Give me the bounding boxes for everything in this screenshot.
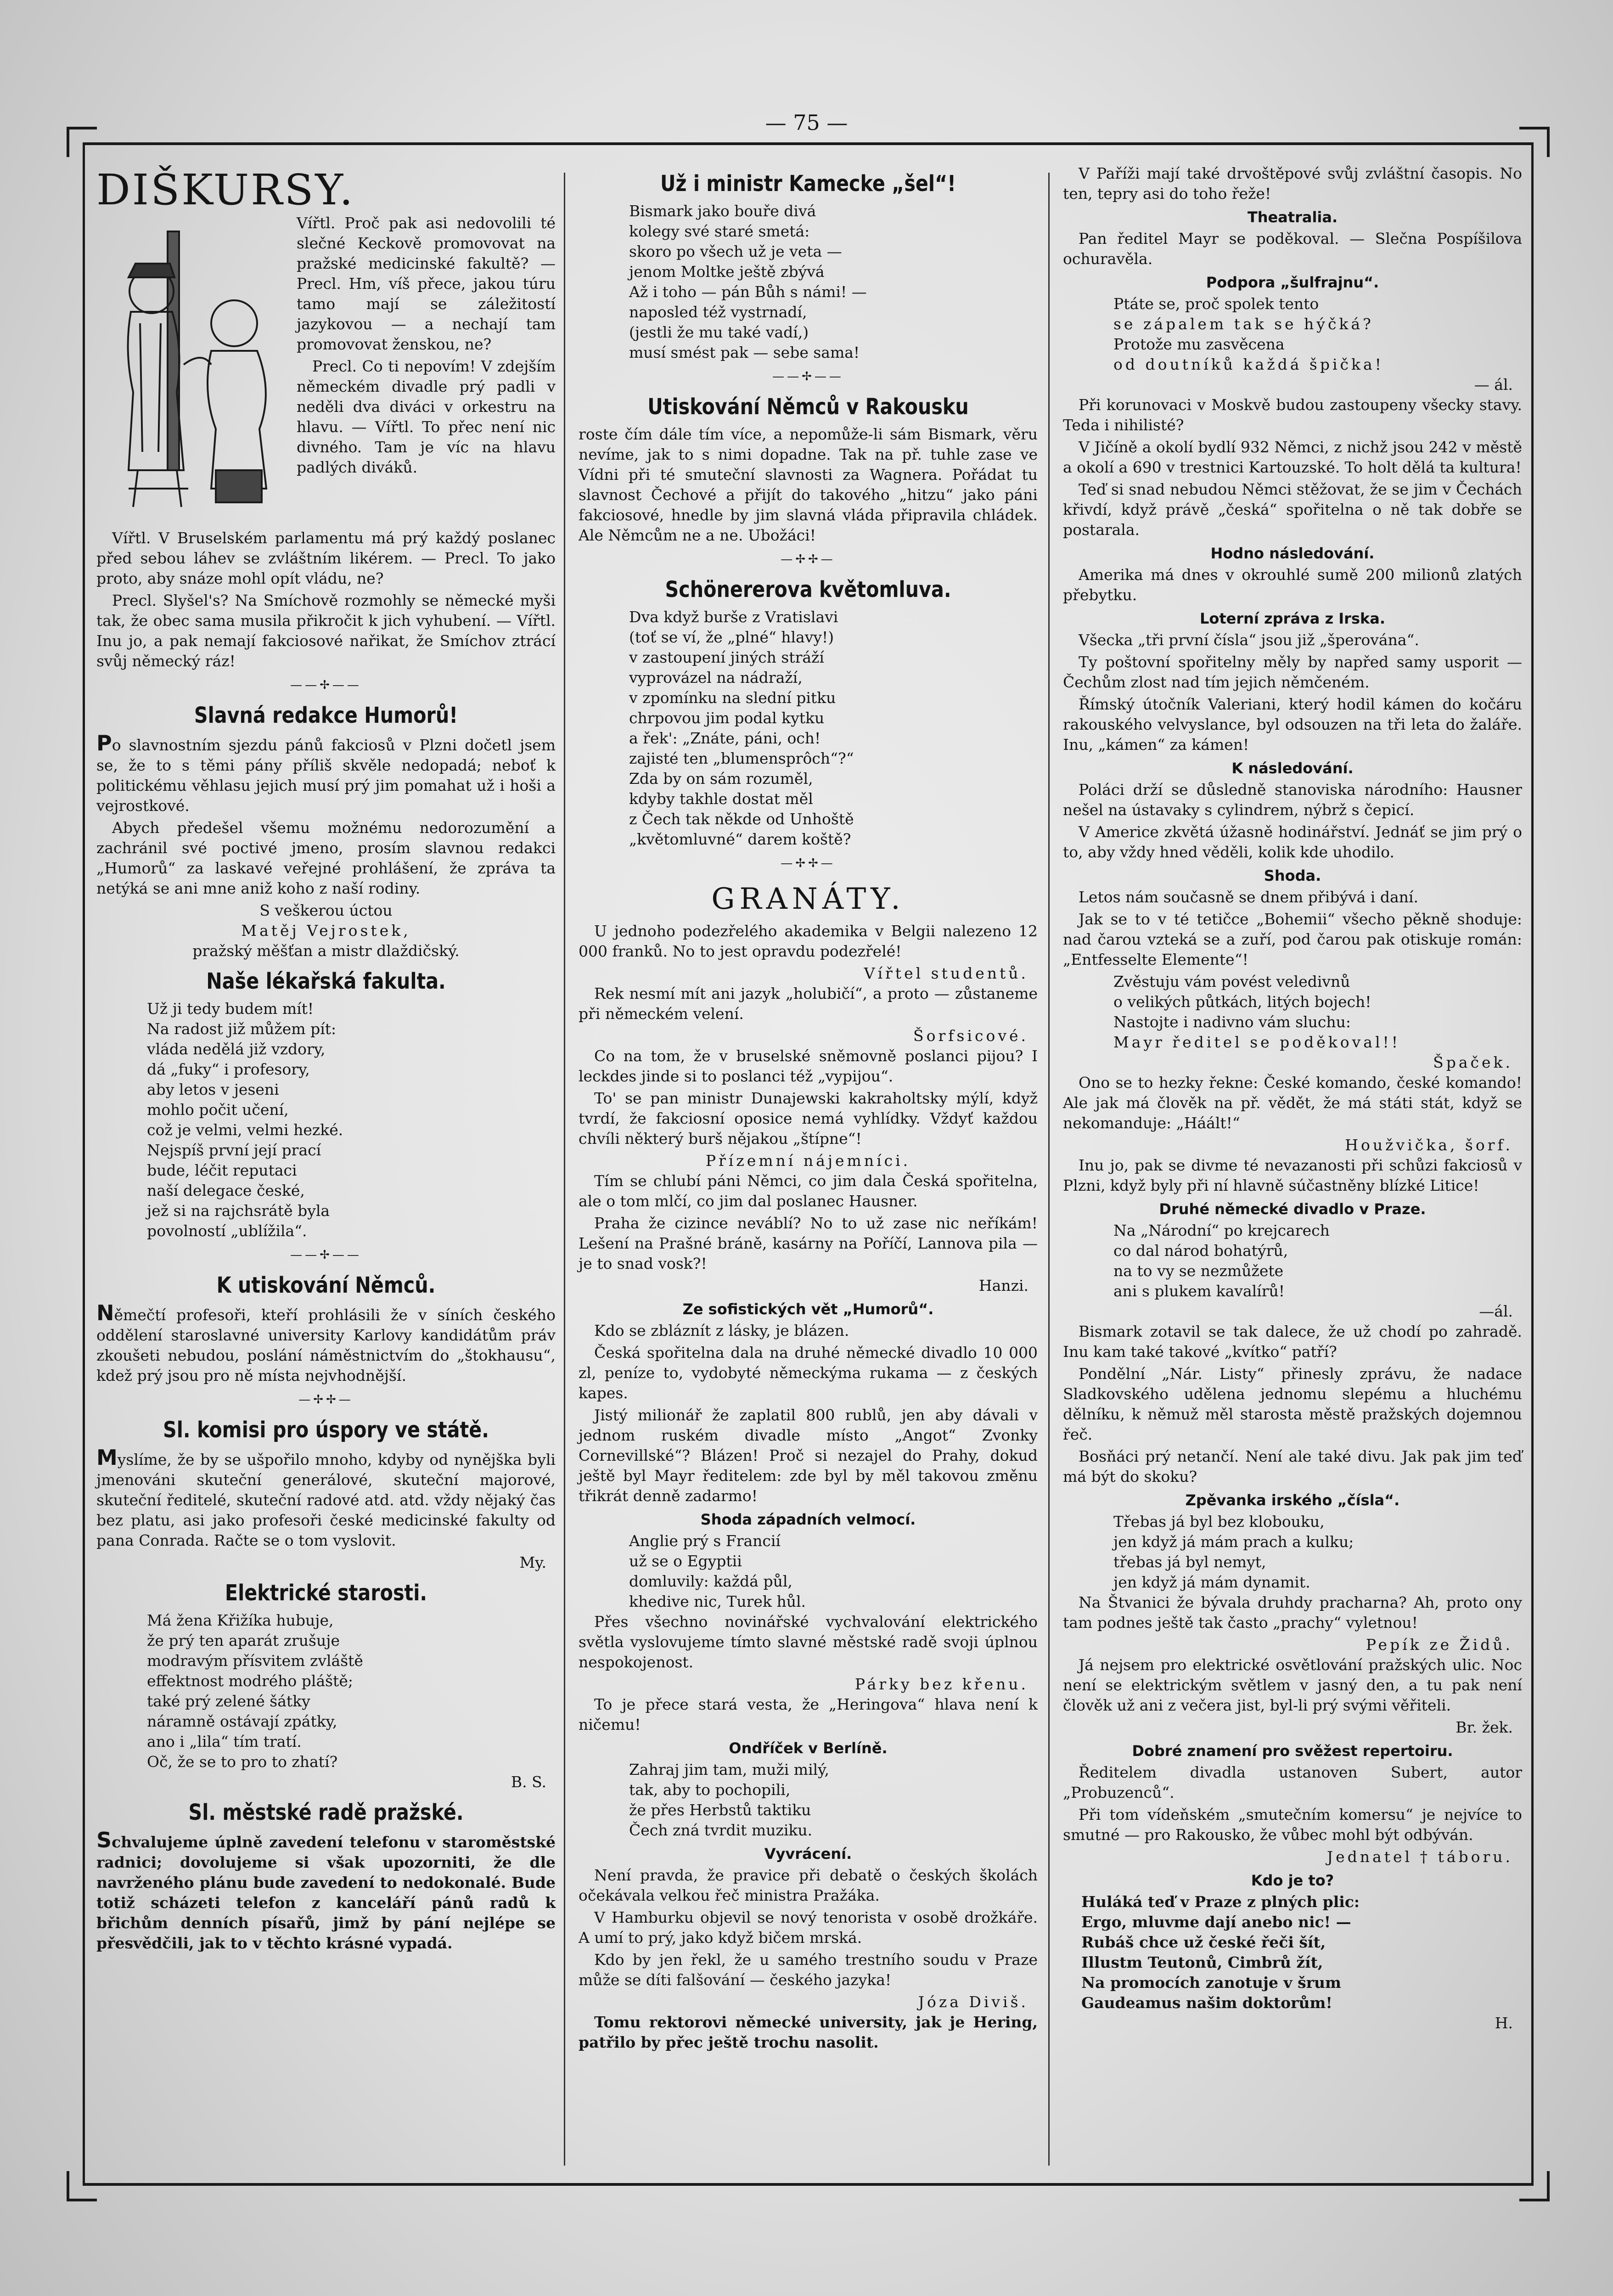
poem-line: domluvily: každá půl, — [629, 1572, 792, 1590]
poem-line: co dal národ bohatýrů, — [1113, 1242, 1288, 1260]
poem-line: od doutníků každá špička! — [1113, 355, 1384, 373]
page-number: — 75 — — [765, 110, 848, 135]
section-paragraph: Ty poštovní spořitelny měly by napřed samy usporit — Čechům zlost nad tím jejich němčeném. — [1063, 653, 1522, 691]
page-frame — [83, 142, 1534, 2186]
poem-line: což je velmi, velmi hezké. — [147, 1121, 343, 1139]
section-paragraph: Praha že cizince neváblí? No to už zase nic neříkám! Lešení na Prašné bráně, kasárny na Poříčí, Lannova pila — je to snad vosk?! — [579, 1214, 1038, 1272]
diskurs-paragraph: Precl. Slyšel's? Na Smíchově rozmohly se německé myši tak, že obec sama musila přikročit k jich vyhubení. — Vířtl. Inu jo, a pak nemají fakciosové nařikat, že Smíchov ztrácí svůj německý ráz! — [96, 591, 556, 670]
section-paragraph — [96, 1300, 556, 1386]
poem-line: že prý ten aparát zrušuje — [147, 1632, 340, 1649]
column-rule — [564, 173, 565, 2166]
poem-line: jež si na rajchsrátě byla — [147, 1202, 330, 1220]
signature: —ál. — [1479, 1302, 1513, 1320]
poem-line: Anglie prý s Francií — [629, 1532, 781, 1550]
diskursy-title: DIŠKURSY. — [96, 165, 355, 214]
section-title: Sl. komisi pro úspory ve státě. — [163, 1417, 489, 1443]
granaty-title: GRANÁTY. — [711, 882, 905, 916]
poem-line: na to vy se nezmůžete — [1113, 1262, 1284, 1280]
paragraph-text: chvalujeme úplně zavedení telefonu v staroměstské radnici; dovolujeme si však upozorniti, že dle navrženého plánu bude zavedení to nedokonalé. Bude totiž scházeti telefon z kanceláří pánů radů k břichům denních písařů, jimž by pání nejlépe se přesvědčili, jak to v těchto krásné vypadá. — [96, 1833, 556, 1952]
section-paragraph: Při korunovaci v Moskvě budou zastoupeny všecky stavy. Teda i nihilisté? — [1063, 396, 1522, 434]
section-paragraph: Letos nám současně se dnem přibývá i daní. — [1079, 888, 1418, 906]
section-paragraph: To' se pan ministr Dunajewski kakraholtsky mýlí, když tvrdí, že fakciosní oposice nemá vyhlídky. Vždyť každou chvíli některý burš nějakou „štípne“! — [579, 1089, 1038, 1148]
poem-line: Už ji tedy budem mít! — [147, 1000, 314, 1018]
section-paragraph — [96, 733, 556, 816]
drop-cap: N — [96, 1300, 114, 1325]
signature: Hanzi. — [978, 1277, 1028, 1294]
frame-corner — [67, 127, 97, 157]
subsection-title: Loterní zpráva z Irska. — [1199, 610, 1386, 627]
signature: Matěj Vejrostek, — [241, 922, 411, 940]
poem-line: Mayr ředitel se poděkoval!! — [1113, 1033, 1401, 1051]
section-title: Sl. městské radě pražské. — [188, 1800, 464, 1825]
poem-line: „květomluvné“ darem koště? — [629, 830, 851, 848]
section-paragraph: Rek nesmí mít ani jazyk „holubičí“, a proto — zůstaneme při německém velení. — [579, 985, 1038, 1023]
drop-cap: M — [96, 1445, 118, 1470]
poem — [579, 607, 1038, 850]
section-paragraph: Kdo by jen řekl, že u samého trestního soudu v Praze může se díti falšování — českého jazyka! — [579, 1951, 1038, 1989]
signature: Šorfsicové. — [913, 1027, 1028, 1045]
signature: Józa Diviš. — [918, 1993, 1028, 2011]
signature: Pepík ze Židů. — [1366, 1636, 1513, 1654]
poem-line: Dva když burše z Vratislavi — [629, 608, 838, 626]
poem — [579, 201, 1038, 363]
section-title: Naše lékařská fakulta. — [206, 968, 446, 994]
poem-line: o velikých půtkách, litých bojech! — [1113, 993, 1371, 1011]
section-paragraph: Inu jo, pak se divme té nevazanosti při schůzi fakciosů v Plzni, když byly při ní hlavně súčastněny blízké Litice! — [1063, 1156, 1522, 1194]
signature: My. — [519, 1553, 546, 1571]
section-paragraph: Tomu rektorovi německé university, jak je Hering, patřilo by přec ještě trochu nasolit. — [579, 2013, 1038, 2051]
section-paragraph: Ono se to hezky řekne: České komando, české komando! Ale jak má člověk na př. vědět, že má státi stát, když se nekomanduje: „Háált!“ — [1063, 1074, 1522, 1132]
section-paragraph: V Jičíně a okolí bydlí 932 Němci, z nichž jsou 242 v městě a okolí a 690 v trestnici Kartouzské. To holt dělá ta kultura! — [1063, 438, 1522, 476]
diskurs-paragraph: Vířtl. Proč pak asi nedovolili té slečné Keckově promovovat na pražské medicinské fakultě? — Precl. Hm, víš přece, jakou túru tamo mají se záležitostí jazykovou — a nechají tam promovovat ženskou, ne? — [297, 214, 556, 353]
poem — [1063, 1892, 1522, 2013]
ornament-divider: ——✢—— — [290, 1248, 362, 1262]
poem-line: Illustm Teutonů, Cimbrů žít, — [1081, 1953, 1323, 1971]
frame-corner — [67, 2171, 97, 2201]
poem-line: Zahraj jim tam, muži milý, — [629, 1761, 829, 1778]
poem-line: také prý zelené šátky — [147, 1692, 310, 1710]
section-paragraph: Při tom vídeňském „smutečním komersu“ je nejvíce to smutné — pro Rakousko, že vůbec mohl být odbýván. — [1063, 1806, 1522, 1844]
poem-line: (toť se ví, že „plné“ hlavy!) — [629, 628, 834, 646]
poem-line: a řek': „Znáte, páni, och! — [629, 729, 821, 747]
diskurs-paragraph: Vířtl. V Bruselském parlamentu má prý každý poslanec před sebou láhev se zvláštním likérem. — Precl. To jako proto, aby snáze mohl opít vládu, ne? — [96, 529, 556, 587]
column-right — [1063, 163, 1522, 2033]
poem — [1063, 294, 1522, 375]
poem-line: Zvěstuju vám povést veledivnů — [1113, 973, 1350, 990]
section-title: K utiskování Němců. — [216, 1272, 436, 1298]
subsection-title: Kdo je to? — [1251, 1872, 1334, 1889]
poem-line: Až i toho — pán Bůh s námi! — — [629, 283, 867, 301]
section-title: Utiskování Němců v Rakousku — [647, 394, 969, 420]
section-title: Už i ministr Kamecke „šel“! — [660, 171, 956, 197]
section-paragraph: Římský útočník Valeriani, který hodil kámen do kočáru rakouského velvyslance, byl odsouzen na tři leta do žaláře. Inu, „kámen“ za kámen! — [1063, 695, 1522, 754]
drop-cap: P — [96, 731, 112, 755]
section-paragraph: Kdo se zbláznít z lásky, je blázen. — [594, 1322, 849, 1339]
section-paragraph: Přes všechno novinářské vychvalování elektrického světla vyslovujeme tímto slavné městské radě svoji úplnou nespokojenost. — [579, 1613, 1038, 1671]
poem-line: Oč, že se to pro to zhatí? — [147, 1753, 338, 1771]
poem-line: Čech zná tvrdit muziku. — [629, 1821, 813, 1839]
poem-line: (jestli že mu také vadí,) — [629, 323, 809, 341]
poem-line: Má žena Křižíka hubuje, — [147, 1611, 334, 1629]
section-paragraph — [96, 1830, 556, 1953]
subsection-title: Zpěvanka irského „čísla“. — [1185, 1491, 1400, 1509]
poem-line: ani s plukem kavalírů! — [1113, 1282, 1285, 1300]
poem-line: z Čech tak někde od Unhoště — [629, 810, 854, 828]
poem-line: musí smést pak — sebe sama! — [629, 343, 860, 361]
poem-line: ano i „lila“ tím tratí. — [147, 1733, 302, 1750]
signature: Vířtel studentů. — [864, 964, 1028, 982]
poem-line: Na promocích zanotuje v šrum — [1081, 1974, 1341, 1992]
poem-line: Zda by on sám rozuměl, — [629, 770, 813, 788]
subsection-title: Theatralia. — [1247, 208, 1338, 226]
signature: Br. žek. — [1456, 1718, 1513, 1736]
signature: B. S. — [511, 1773, 546, 1791]
poem-line: naposled též vystrnadí, — [629, 303, 807, 321]
section-title: Schönererova květomluva. — [665, 577, 951, 602]
signature: Přízemní nájemníci. — [705, 1152, 911, 1170]
poem-line: vláda nedělá již vzdory, — [147, 1040, 326, 1058]
poem-line: kdyby takhle dostat měl — [629, 790, 813, 808]
section-paragraph: Teď si snad nebudou Němci stěžovat, že se jim v Čechách křivdí, když právě „česká“ spořitelna o ně tak dobře se postarala. — [1063, 480, 1522, 539]
poem-line: jenom Moltke ještě zbývá — [629, 263, 825, 281]
paragraph-text: ěmečtí profesoři, kteří prohlásili že v síních českého oddělení staroslavné university Karlovy kandidátům práv zkoušeti nebudou, poslání náměstnictvím do „štokhausu“, kdež prý jsou pro ně místa nejvhodnější. — [96, 1306, 556, 1384]
section-paragraph: To je přece stará vesta, že „Heringova“ hlava není k ničemu! — [579, 1695, 1038, 1733]
poem-line: jen když já mám prach a kulku; — [1113, 1533, 1354, 1551]
poem-line: se zápalem tak se hýčká? — [1113, 315, 1374, 333]
poem-line: Bismark jako bouře divá — [629, 202, 816, 220]
section-paragraph: V Americe zkvětá úžasně hodinářství. Jednáť se jim prý o to, aby vždy hned věděli, kolik kde uhodilo. — [1063, 823, 1522, 861]
poem-line: jen když já mám dynamit. — [1113, 1573, 1310, 1591]
poem — [96, 1610, 556, 1772]
subsection-title: Shoda. — [1264, 867, 1321, 884]
poem-line: chrpovou jim podal kytku — [629, 709, 825, 727]
section-paragraph: Bismark zotavil se tak dalece, že už chodí po zahradě. Inu kam také takové „kvítko“ patří? — [1063, 1322, 1522, 1361]
signature: Houžvička, šorf. — [1345, 1136, 1513, 1154]
subsection-title: Shoda západních velmocí. — [700, 1511, 916, 1528]
section-paragraph: Není pravda, že pravice při debatě o českých školách očekávala velkou řeč ministra Pražáka. — [579, 1866, 1038, 1904]
section-paragraph: Na Štvanici že bývala druhdy pracharna? Ah, proto ony tam podnes ještě tak často „prachy“ vyletnou! — [1063, 1593, 1522, 1632]
poem — [1063, 1512, 1522, 1593]
poem-line: skoro po všech už je veta — — [629, 242, 842, 260]
subsection-title: Druhé německé divadlo v Praze. — [1159, 1200, 1426, 1218]
subsection-title: Ondříček v Berlíně. — [729, 1739, 888, 1757]
ornament-divider: —✢✢— — [781, 552, 836, 566]
signature-title: pražský měšťan a mistr dlaždičský. — [192, 942, 460, 960]
poem-line: Gaudeamus našim doktorům! — [1081, 1994, 1332, 2012]
column-middle — [579, 163, 1038, 2054]
section-paragraph: Všecka „tři první čísla“ jsou již „šperována“. — [1079, 631, 1419, 649]
subsection-title: Podpora „šulfrajnu“. — [1206, 274, 1379, 291]
poem-line: Nastojte i nadivno vám sluchu: — [1113, 1013, 1351, 1031]
section-paragraph: Jak se to v té tetičce „Bohemii“ všecho pěkně shoduje: nad čarou vzteká se a zuří, pod čarou pak otiskuje román: „Entfesselte Elemente“! — [1063, 910, 1522, 968]
greeting: S veškerou úctou — [259, 901, 393, 919]
poem-line: Třebas já byl bez klobouku, — [1113, 1513, 1325, 1531]
poem-line: bude, léčit reputaci — [147, 1161, 297, 1179]
poem — [1063, 1221, 1522, 1301]
section-paragraph: Poláci drží se důsledně stanoviska národního: Hausner nešel na ústavaky s cylindrem, nýbrž s čepicí. — [1063, 781, 1522, 819]
paragraph-text: o slavnostním sjezdu pánů fakciosů v Plzni dočetl jsem se, že to s těmi pány příliš skvěle nedopadá; neboť k politickému věhlasu jejich musí prý jim pomahat už i hoši a vejrostkové. — [96, 736, 556, 815]
poem-line: v zpomínku na slední pitku — [629, 689, 836, 707]
poem-line: dá „fuky“ i profesory, — [147, 1060, 310, 1078]
signature: Špaček. — [1433, 1053, 1513, 1071]
subsection-title: Hodno následování. — [1210, 545, 1375, 562]
poem-line: zajisté ten „blumensprôch“?“ — [629, 749, 854, 767]
poem-line: třebas já byl nemyt, — [1113, 1553, 1266, 1571]
poem-line: Ergo, mluvme dají anebo nic! — — [1081, 1913, 1351, 1931]
poem-line: aby letos v jeseni — [147, 1080, 279, 1098]
frame-corner — [1519, 2171, 1550, 2201]
poem-line: Ptáte se, proč spolek tento — [1113, 295, 1319, 313]
section-paragraph: roste čím dále tím více, a nepomůže-li sám Bismark, věru nevíme, jak to s nimi dopadne. Tak na př. tuhle zase ve Vídni při té smuteční slavnosti za Wagnera. Pořádat tu slavnost Čechové a přijít do takového „hitzu“ jako páni fakciosové, hnedle by jim slavná vláda připravila chládek. Ale Němcům ne a ne. Ubožáci! — [579, 425, 1038, 544]
section-paragraph: Bosňáci prý netančí. Není ale také divu. Jak pak jim teď má být do skoku? — [1063, 1447, 1522, 1486]
poem — [1063, 972, 1522, 1052]
column-rule — [1048, 173, 1050, 2166]
ornament-divider: ——✢—— — [772, 370, 844, 383]
subsection-title: Vyvrácení. — [764, 1845, 852, 1863]
ornament-divider: —✢✢— — [298, 1393, 354, 1407]
poem-line: už se o Egyptii — [629, 1552, 742, 1570]
poem-line: že přes Herbstů taktiku — [629, 1801, 811, 1819]
section-paragraph: Abych předešel všemu možnému nedorozumění a zachránil své poctivé jmeno, prosím slavnou redakci „Humorů“ za laskavé veřejné prohlášení, že zpráva ta netýká se ani mne aniž koho z naší rodiny. — [96, 819, 556, 897]
section-paragraph — [96, 1447, 556, 1551]
poem-line: náramně ostávají zpátky, — [147, 1712, 337, 1730]
section-title: Slavná redakce Humorů! — [194, 703, 458, 728]
section-paragraph: Jistý milionář že zaplatil 800 rublů, jen aby dávali v jednom ruském divadle místo „Angot“ Zvonky Cornevillské“? Blázen! Proč si nezajel do Prahy, dokud ještě byl Mayr ředitelem: zde byl by měl takovou změnu třikrát denně zadarmo! — [579, 1406, 1038, 1505]
section-paragraph: V Hamburku objevil se nový tenorista v osobě drožkáře. A umí to prý, jako když bičem mrská. — [579, 1908, 1038, 1947]
section-paragraph: Česká spořitelna dala na druhé německé divadlo 10 000 zl, peníze to, vydobyté německýma rukama — z českých kapes. — [579, 1344, 1038, 1402]
poem-line: vyprovázel na nádraží, — [629, 669, 803, 687]
poem-line: effektnost modrého pláště; — [147, 1672, 353, 1690]
poem-line: khedive nic, Turek hůl. — [629, 1593, 806, 1610]
poem — [96, 999, 556, 1241]
drop-cap: S — [96, 1828, 112, 1852]
poem-line: v zastoupení jiných stráží — [629, 648, 824, 666]
poem-line: modravým přísvitem zvláště — [147, 1652, 363, 1670]
column-left — [96, 163, 556, 1955]
subsection-title: Dobré znamení pro svěžest repertoiru. — [1132, 1742, 1453, 1760]
subsection-title: K následování. — [1231, 760, 1354, 777]
poem — [579, 1760, 1038, 1840]
ornament-divider: ——✢—— — [290, 678, 362, 692]
poem — [579, 1531, 1038, 1612]
section-paragraph: Ředitelem divadla ustanoven Subert, autor „Probuzenců“. — [1063, 1763, 1522, 1801]
poem-line: povolností „ublížila“. — [147, 1222, 307, 1240]
poem-line: kolegy své staré smetá: — [629, 222, 810, 240]
poem-line: Protože mu zasvěcena — [1113, 335, 1285, 353]
section-paragraph: V Paříži mají také drvoštěpové svůj zvláštní časopis. No ten, tepry asi do toho řeže! — [1063, 164, 1522, 203]
paragraph-text: yslíme, že by se ušpořilo mnoho, kdyby od nynějška byli jmenováni skuteční generálové, skuteční majorové, skuteční ředitelé, skuteční radové atd. atd. vždy nějaký čas bez platu, asi jako profesoři české medicinské fakulty od pana Conrada. Račte se o tom vyslovit. — [96, 1451, 556, 1549]
section-paragraph: Co na tom, že v bruselské sněmovně poslanci pijou? I leckdes jinde si to poslanci též „vypijou“. — [579, 1047, 1038, 1085]
poem-line: Nejspíš první její prací — [147, 1141, 321, 1159]
poem-line: Na „Národní“ po krejcarech — [1113, 1221, 1330, 1239]
caricature-two-men-icon — [96, 213, 289, 525]
section-paragraph: Já nejsem pro elektrické osvětlování pražských ulic. Noc není se elektrickým světlem v jasný den, a tu pak není člověk už ani z večera jist, byl-li prý svými věřiteli. — [1063, 1656, 1522, 1714]
section-title: Elektrické starosti. — [225, 1580, 427, 1606]
signature: — ál. — [1474, 376, 1513, 394]
poem-line: naší delegace české, — [147, 1182, 305, 1199]
section-paragraph: Pan ředitel Mayr se poděkoval. — Slečna Pospíšilova ochuravěla. — [1063, 230, 1522, 268]
signature: H. — [1495, 2014, 1513, 2032]
ornament-divider: —✢✢— — [781, 856, 836, 870]
section-paragraph: Pondělní „Nár. Listy“ přinesly zprávu, že nadace Sladkovského udělena jednomu slepému a hluchému dělníku, k němuž měl starosta městě pražských dojemnou řeč. — [1063, 1365, 1522, 1443]
section-paragraph: U jednoho podezřelého akademika v Belgii nalezeno 12 000 franků. No to jest opravdu podezřelé! — [579, 922, 1038, 960]
poem-line: tak, aby to pochopili, — [629, 1781, 791, 1799]
section-paragraph: Amerika má dnes v okrouhlé sumě 200 milionů zlatých přebytku. — [1063, 566, 1522, 604]
frame-corner — [1519, 127, 1550, 157]
poem-line: Huláká teď v Praze z plných plic: — [1081, 1893, 1360, 1911]
section-paragraph: Tím se chlubí páni Němci, co jim dala Česká spořitelna, ale o tom mlčí, co jim dal poslanec Hausner. — [579, 1172, 1038, 1210]
signature: Jednatel † táboru. — [1326, 1848, 1513, 1866]
subsection-title: Ze sofistických vět „Humorů“. — [682, 1300, 934, 1318]
poem-line: mohlo počit učení, — [147, 1101, 289, 1119]
diskurs-paragraph: Precl. Co ti nepovím! V zdejším německém divadle prý padli v neděli dva diváci v orkestru na hlavu. — Vířtl. To přec není nic divného. Tam je víc na hlavu padlých diváků. — [297, 357, 556, 476]
poem-line: Na radost již můžem pít: — [147, 1020, 337, 1038]
signature: Párky bez křenu. — [854, 1675, 1028, 1693]
poem-line: Rubáš chce už české řeči šít, — [1081, 1933, 1326, 1951]
